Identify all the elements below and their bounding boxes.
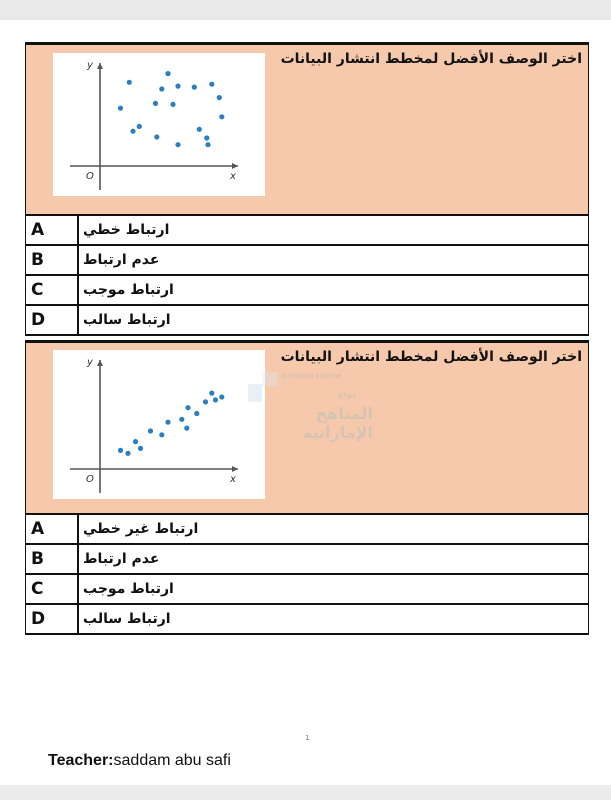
question-2-options: [25, 513, 589, 635]
option-text: [79, 216, 588, 244]
scatter-point: [118, 448, 123, 453]
option-label: ارتباط سالب: [83, 312, 171, 328]
option-text: [79, 276, 588, 304]
scatter-point: [194, 411, 199, 416]
scatter-point: [153, 101, 158, 106]
scatter-point: [219, 114, 224, 119]
option-text: [79, 515, 588, 543]
teacher-label: Teacher:: [48, 752, 114, 769]
option-letter: B: [26, 545, 79, 573]
x-axis-label: x: [230, 171, 236, 182]
option-text: [79, 306, 588, 334]
scatter-point: [118, 106, 123, 111]
watermark-line-1: موقع: [338, 390, 357, 400]
scatter-point: [148, 428, 153, 433]
scatter-point: [179, 417, 184, 422]
scatter-point: [213, 397, 218, 402]
question-1-prompt: اختر الوصف الأفضل لمخطط انتشار البيانات: [280, 51, 582, 67]
option-label: ارتباط موجب: [83, 581, 174, 597]
scatter-point: [219, 394, 224, 399]
question-1: [25, 42, 589, 336]
scatter-point: [209, 82, 214, 87]
y-axis-label: y: [87, 357, 93, 368]
scatter-point: [204, 135, 209, 140]
option-row-c[interactable]: [26, 274, 588, 304]
origin-label: O: [86, 474, 94, 485]
option-letter: C: [26, 575, 79, 603]
scatter-point: [205, 142, 210, 147]
scatter-point: [203, 399, 208, 404]
option-row-a[interactable]: [26, 214, 588, 244]
question-1-header: [25, 42, 589, 214]
y-axis-arrow: [97, 360, 103, 366]
scatter-point: [159, 432, 164, 437]
teacher-credit: [48, 752, 231, 770]
scatter-point: [127, 80, 132, 85]
option-row-b[interactable]: [26, 244, 588, 274]
scatter-point: [138, 446, 143, 451]
page-bottom-edge: [0, 785, 611, 800]
question-2-prompt: اختر الوصف الأفضل لمخطط انتشار البيانات: [280, 349, 582, 365]
option-label: ارتباط موجب: [83, 282, 174, 298]
scatter-point: [209, 391, 214, 396]
scatter-point: [175, 84, 180, 89]
scatter-point: [192, 85, 197, 90]
option-letter: D: [26, 306, 79, 334]
scatter-point: [165, 420, 170, 425]
scatter-point: [165, 71, 170, 76]
teacher-name: saddam abu safi: [113, 752, 231, 769]
option-letter: A: [26, 515, 79, 543]
option-label: عدم ارتباط: [83, 252, 160, 268]
page-number: 1: [305, 734, 310, 742]
option-row-d[interactable]: [26, 304, 588, 336]
scatter-point: [154, 134, 159, 139]
option-label: ارتباط سالب: [83, 611, 171, 627]
question-2-header: [25, 340, 589, 513]
question-2: [25, 340, 589, 635]
option-letter: B: [26, 246, 79, 274]
scatter-point: [197, 127, 202, 132]
option-row-c[interactable]: [26, 573, 588, 603]
option-label: ارتباط غير خطي: [83, 521, 199, 537]
option-text: [79, 575, 588, 603]
scatter-point: [217, 95, 222, 100]
scatter-point: [130, 129, 135, 134]
y-axis-arrow: [97, 63, 103, 69]
option-letter: D: [26, 605, 79, 633]
option-text: [79, 605, 588, 633]
option-letter: A: [26, 216, 79, 244]
scatter-plot-2-svg: [53, 350, 265, 499]
scatter-point: [137, 124, 142, 129]
option-row-a[interactable]: [26, 513, 588, 543]
x-axis-label: x: [230, 474, 236, 485]
question-2-scatter-plot: [53, 350, 265, 499]
scatter-point: [133, 439, 138, 444]
scatter-point: [170, 102, 175, 107]
option-row-b[interactable]: [26, 543, 588, 573]
option-label: عدم ارتباط: [83, 551, 160, 567]
scatter-point: [159, 86, 164, 91]
origin-label: O: [86, 171, 94, 182]
option-letter: C: [26, 276, 79, 304]
x-axis-arrow: [232, 466, 238, 472]
option-label: ارتباط خطي: [83, 222, 170, 238]
scatter-point: [184, 426, 189, 431]
watermark-url: almanahj.com/ae: [281, 372, 342, 380]
option-row-d[interactable]: [26, 603, 588, 635]
scatter-point: [185, 405, 190, 410]
scatter-plot-1-svg: [53, 53, 265, 196]
x-axis-arrow: [232, 163, 238, 169]
question-1-options: [25, 214, 589, 336]
scatter-point: [125, 451, 130, 456]
y-axis-label: y: [87, 60, 93, 71]
option-text: [79, 545, 588, 573]
scatter-point: [175, 142, 180, 147]
watermark-line-2: المناهج الإماراتية: [302, 404, 373, 442]
question-1-scatter-plot: [53, 53, 265, 196]
option-text: [79, 246, 588, 274]
